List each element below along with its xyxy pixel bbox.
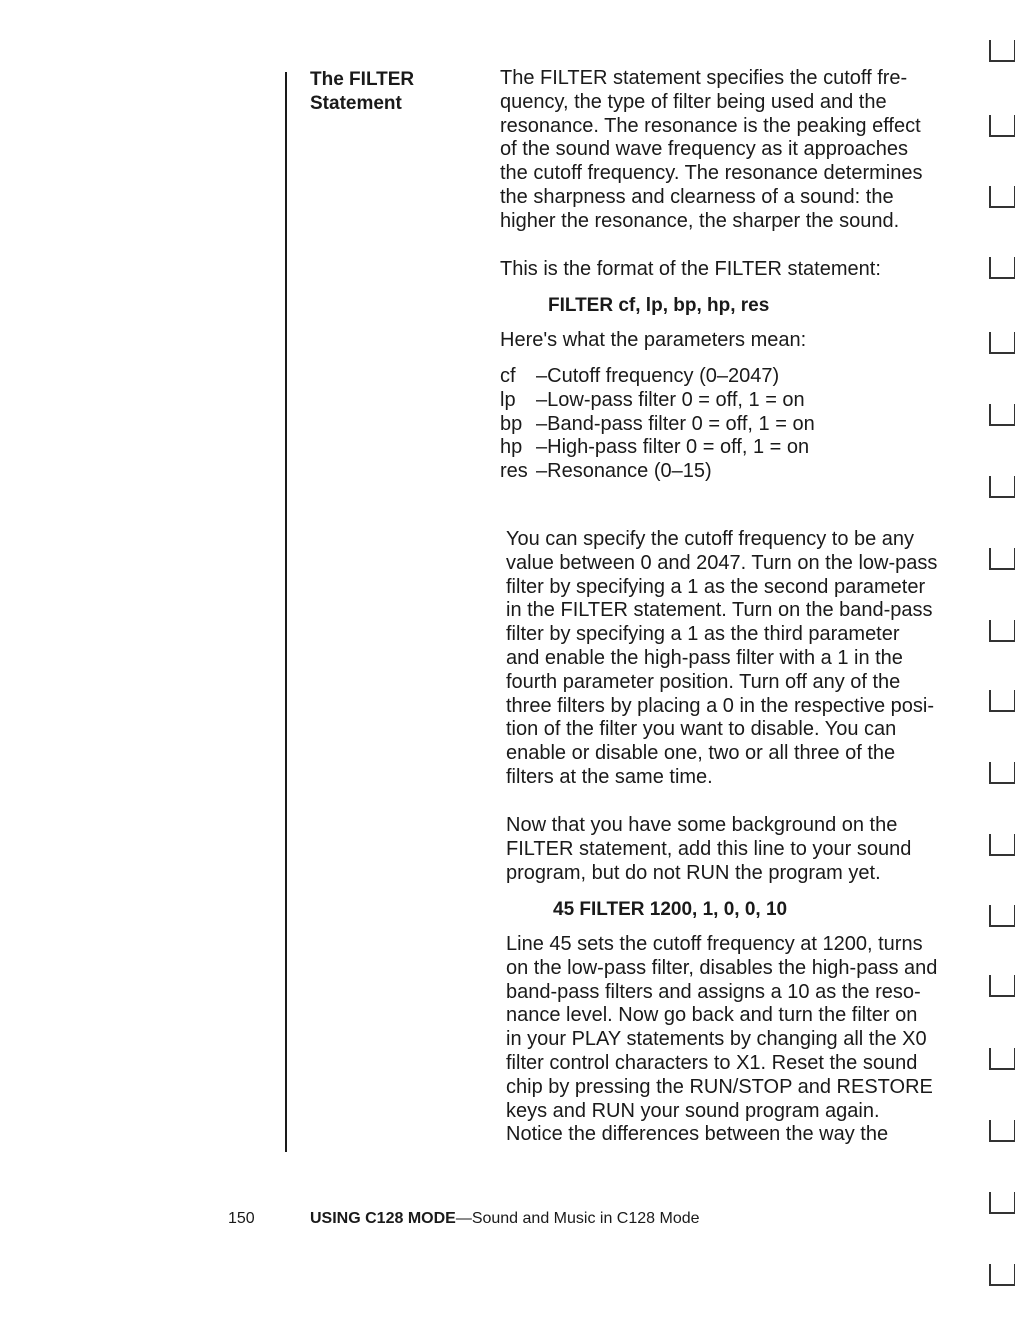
param-key: lp — [500, 388, 516, 411]
param-key: bp — [500, 412, 523, 435]
section-heading — [310, 68, 480, 116]
binding-hole — [989, 620, 1015, 642]
running-head-bold: USING C128 MODE — [310, 1210, 456, 1227]
margin-rule — [285, 72, 287, 1152]
running-head — [310, 1209, 700, 1229]
binding-hole — [989, 975, 1015, 997]
section-heading-line-1: The FILTER — [310, 69, 415, 90]
param-row — [500, 460, 815, 484]
intro-paragraph: The FILTER statement specifies the cutoff fre- quency, the type of filter being used and the resonance. The resonance is the peaking effect of the sound wave frequency as it approaches the cutoff frequency. The resonance determines the sharpness and clearness of a sound: the higher the resonance, the sharper the sound. — [500, 67, 923, 232]
line45-paragraph: Line 45 sets the cutoff frequency at 1200, turns on the low-pass filter, disables the high-pass and band-pass filters and assigns a 10 as the reso- nance level. Now go back and turn the filter on in your PLAY statements by changing all the X0 filter control characters to X1. Reset the sound chip by pressing the RUN/STOP and RESTORE keys and RUN your sound program again. Notice the differences between the way the — [506, 933, 938, 1146]
parameter-list — [500, 365, 815, 484]
format-code: FILTER cf, lp, bp, hp, res — [548, 295, 770, 316]
format-intro: This is the format of the FILTER statement: — [500, 258, 881, 280]
section-heading-line-2: Statement — [310, 93, 402, 114]
param-desc: –Band-pass filter 0 = off, 1 = on — [536, 412, 815, 435]
binding-hole — [989, 115, 1015, 137]
binding-hole — [989, 690, 1015, 712]
binding-holes — [985, 0, 1021, 1330]
param-desc: –Low-pass filter 0 = off, 1 = on — [536, 388, 805, 411]
param-key: cf — [500, 365, 516, 387]
binding-hole — [989, 1192, 1015, 1214]
background-paragraph: Now that you have some background on the FILTER statement, add this line to your sound program, but do not RUN the program yet. — [506, 814, 912, 884]
binding-hole — [989, 548, 1015, 570]
binding-hole — [989, 404, 1015, 426]
param-desc: –Resonance (0–15) — [536, 460, 712, 483]
param-row — [500, 389, 815, 413]
param-row — [500, 413, 815, 437]
binding-hole — [989, 40, 1015, 62]
param-desc: –Cutoff frequency (0–2047) — [536, 365, 780, 387]
running-head-rest: —Sound and Music in C128 Mode — [455, 1210, 700, 1227]
param-key: res — [500, 460, 528, 483]
param-desc: –High-pass filter 0 = off, 1 = on — [536, 436, 810, 459]
binding-hole — [989, 905, 1015, 927]
binding-hole — [989, 1048, 1015, 1070]
params-intro: Here's what the parameters mean: — [500, 329, 807, 351]
binding-hole — [989, 186, 1015, 208]
param-row — [500, 436, 815, 460]
line45-code: 45 FILTER 1200, 1, 0, 0, 10 — [553, 899, 788, 920]
param-key: hp — [500, 436, 523, 459]
binding-hole — [989, 332, 1015, 354]
page-number: 150 — [228, 1210, 255, 1227]
explanation-paragraph: You can specify the cutoff frequency to be any value between 0 and 2047. Turn on the low-pass filter by specifying a 1 as the second parameter in the FILTER statement. Turn on the band-pass filter by specifying a 1 as the third parameter and enable the high-pass filter with a 1 in the fourth parameter position. Turn off any of the three filters by placing a 0 in the respective posi- tion of the filter you want to disable. You can enable or disable one, two or all three of the filters at the same time. — [506, 528, 938, 788]
binding-hole — [989, 476, 1015, 498]
binding-hole — [989, 1264, 1015, 1286]
param-row — [500, 365, 815, 389]
binding-hole — [989, 834, 1015, 856]
binding-hole — [989, 257, 1015, 279]
binding-hole — [989, 762, 1015, 784]
binding-hole — [989, 1120, 1015, 1142]
